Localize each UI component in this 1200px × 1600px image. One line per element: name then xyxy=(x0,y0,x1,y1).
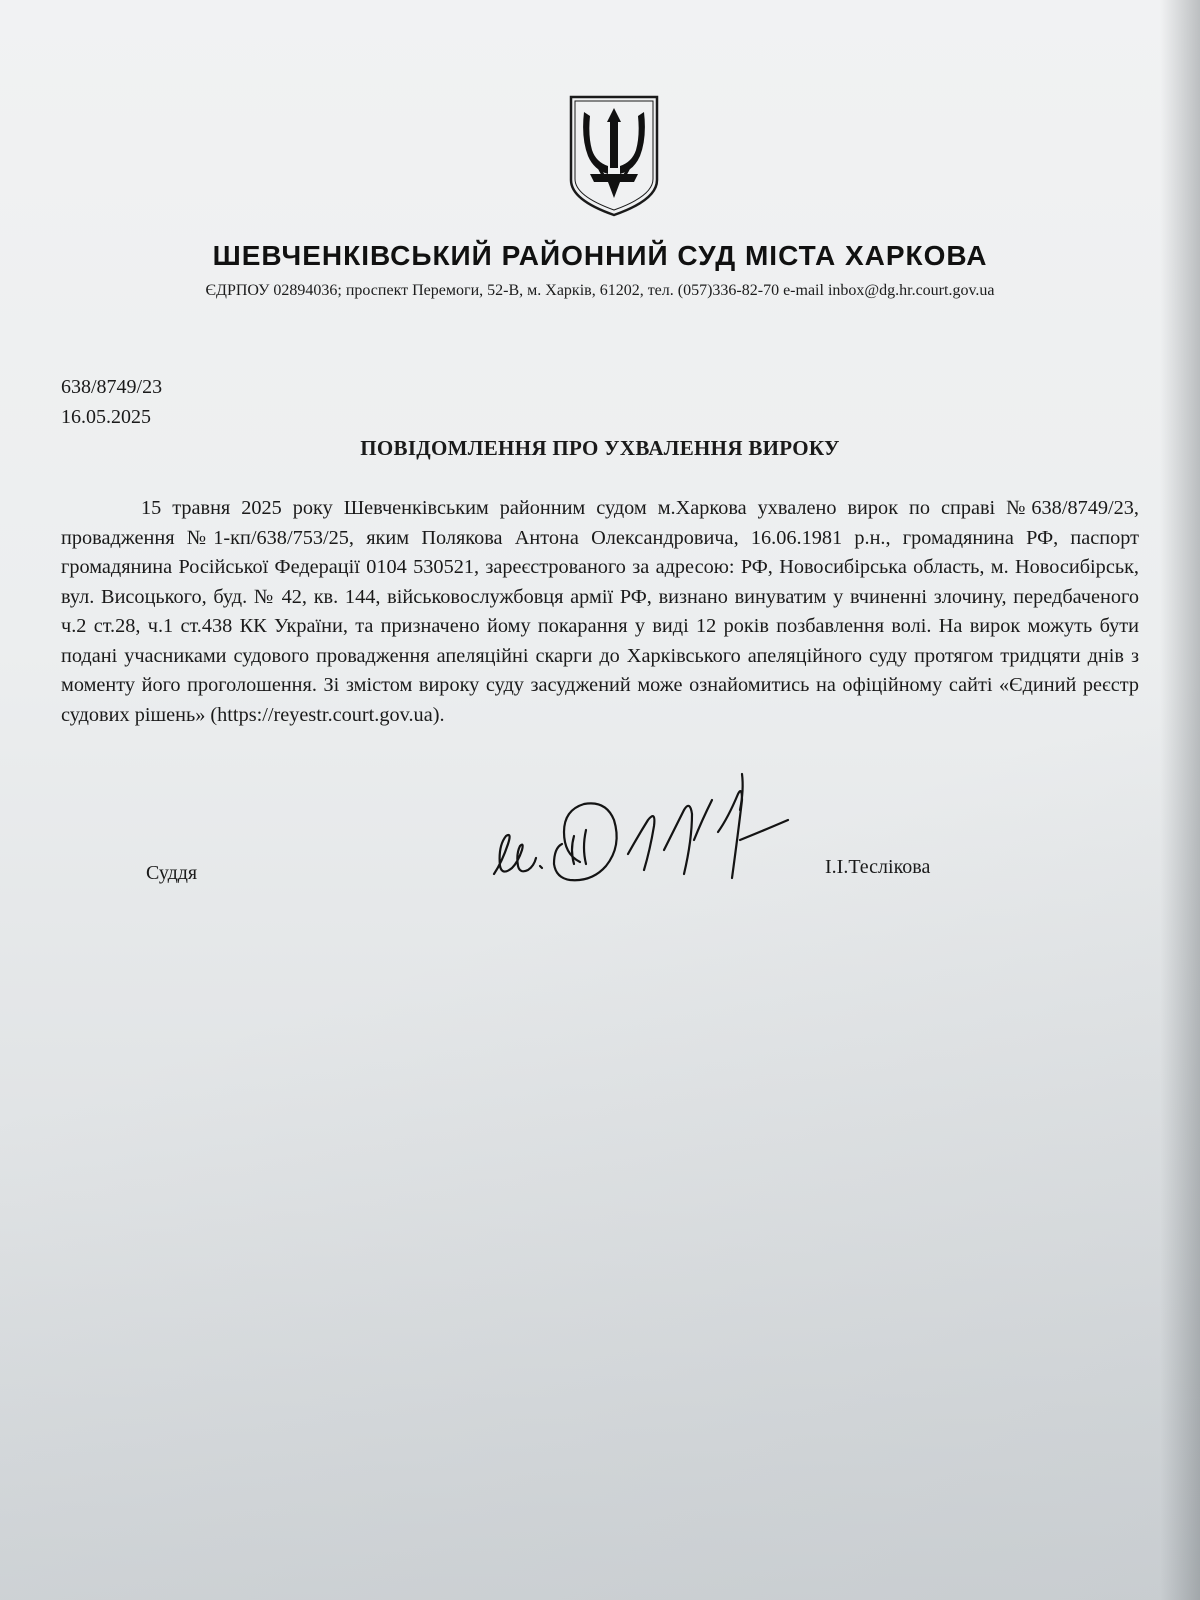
document-heading: ПОВІДОМЛЕННЯ ПРО УХВАЛЕННЯ ВИРОКУ xyxy=(360,436,840,460)
handwritten-signature xyxy=(488,770,798,900)
court-name: ШЕВЧЕНКІВСЬКИЙ РАЙОННИЙ СУД МІСТА ХАРКОВА xyxy=(212,240,988,271)
case-number: 638/8749/23 xyxy=(61,376,163,398)
notice-body: 15 травня 2025 року Шевченківським районним судом м.Харкова ухвалено вирок по справі №638/8749/23, провадження №1-кп/638/753/25, яким Полякова Антона Олександровича, 16.06.1981 р.н., громадянина РФ, паспорт громадянина Російської Федерації 0104 530521, зареєстрованого за адресою: РФ, Новосибірська область, м. Новосибірськ, вул. Висоцького, буд. № 42, кв. 144, військовослужбовця армії РФ, визнано винуватим у вчиненні злочину, передбаченого ч.2 ст.28, ч.1 ст.438 КК України, та призначено йому покарання у виді 12 років позбавлення волі. На вирок можуть бути подані учасниками судового провадження апеляційні скарги до Харківського апеляційного суду протягом тридцяти днів з моменту його проголошення. Зі змістом вироку суду засуджений може ознайомитись на офіційному сайті «Єдиний реєстр судових рішень» (https://reyestr.court.gov.ua). xyxy=(61,497,1139,726)
court-contacts: ЄДРПОУ 02894036; проспект Перемоги, 52-В, м. Харків, 61202, тел. (057)336-82-70 e-mail inbox@dg.hr.court.gov.ua xyxy=(205,282,995,299)
trident-coat-of-arms-icon xyxy=(568,94,660,218)
document-date: 16.05.2025 xyxy=(61,406,151,428)
judge-name: І.І.Теслікова xyxy=(825,856,931,878)
judge-role-label: Суддя xyxy=(146,862,198,884)
